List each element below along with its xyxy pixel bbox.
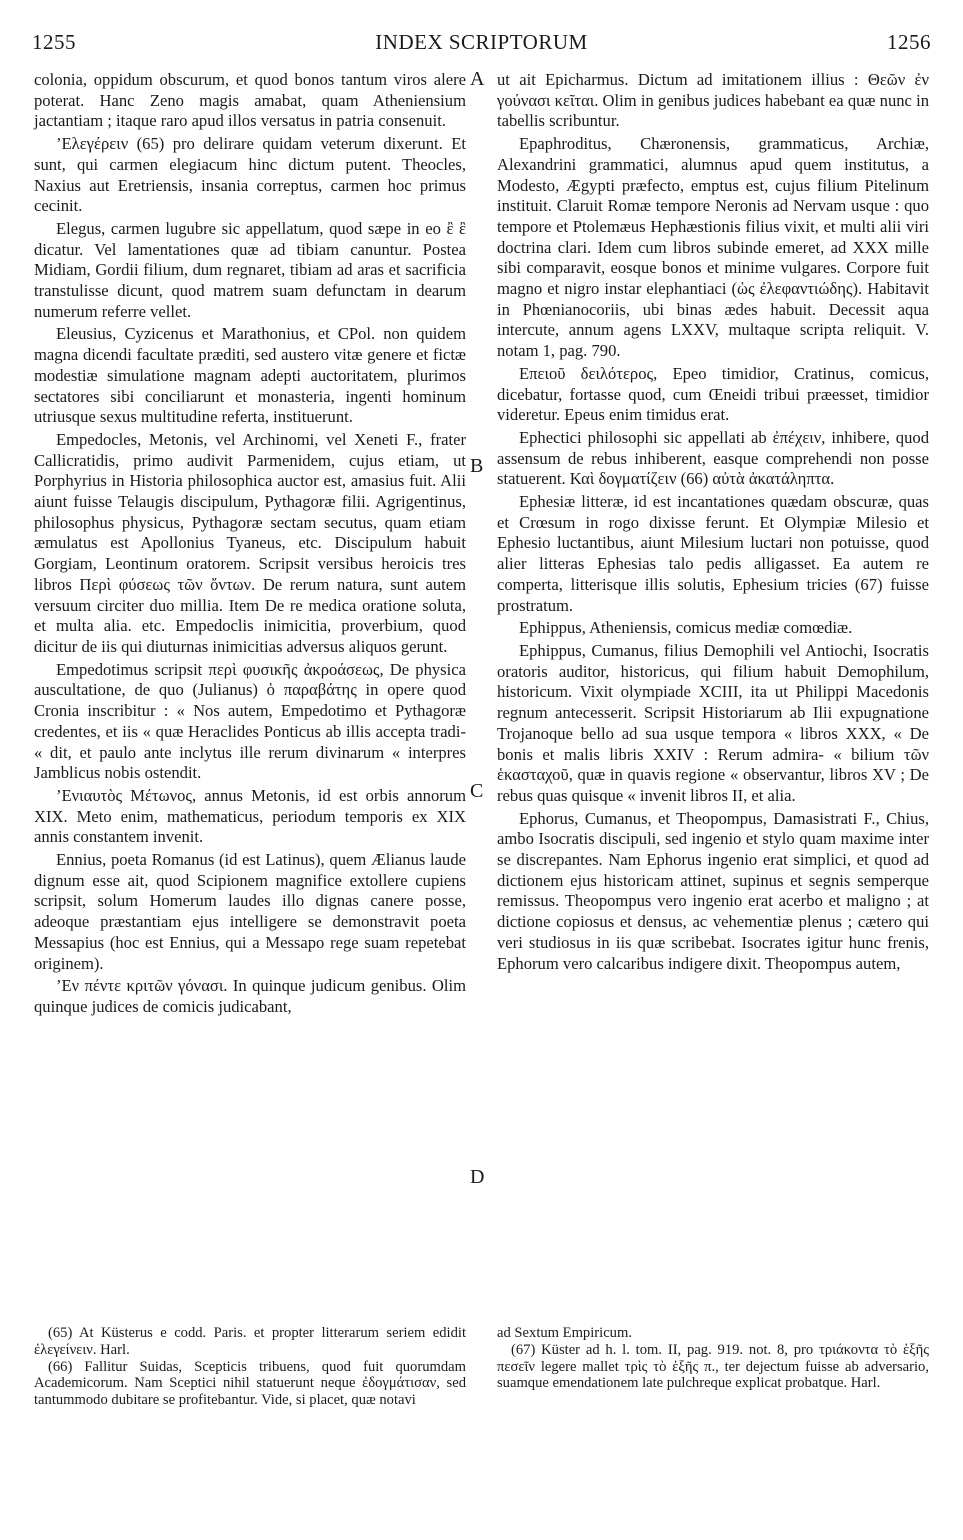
right-footnotes (497, 1325, 929, 1392)
paragraph: Elegus, carmen lugubre sic appellatum, quod sæpe in eo ἒ ἒ dicatur. Vel lamentationes quæ ad tibiam canuntur. Postea Midiam, Gordii filium, dum regnaret, tibiam ad aras et sacrificia transtulisse dicunt, quod matrem suam defunctam in dearum numerum referre vellet. (34, 218, 466, 321)
paragraph: Empedocles, Metonis, vel Archinomi, vel Xeneti F., frater Callicratidis, primo audivit Parmenidem, cujus etiam, ut Porphyrius in Historia philosophica auctor est, amasius fuit. Alii aiunt fuisse Telaugis discipulum, Pythagoræ filii. Agrigentinus, philosophus physicus, Pythagoræ sectam secutus, quam etiam æmulatus est Apollonius Tyaneus, etc. Discipulum habuit Gorgiam, Leontinum oratorem. Scripsit versibus heroicis tres libros Περὶ φύσεως τῶν ὄντων. De rerum natura, sunt autem versuum circiter duo millia. Item De re medica oratione soluta, et multa alia. etc. Empedoclis inimicitia, proverbium, quod dicitur de iis qui diuturnas inimicitias adversus aliquos gerunt. (34, 429, 466, 656)
margin-marker-c: C (470, 780, 484, 802)
left-footnotes (34, 1325, 466, 1409)
page-header (32, 30, 931, 66)
footnote: (65) At Küsterus e codd. Paris. et propter litterarum seriem edidit ἐλεγείνειν. Harl. (34, 1325, 466, 1358)
paragraph: Epaphroditus, Chæronensis, grammaticus, Archiæ, Alexandrini grammatici, alumnus apud quem institutus, a Modesto, Ægypti præfecto, emptus est, cujus filium Pitelinum instituit. Claruit Romæ tempore Neronis ad Nervam usque : quo tempore et Ptolemæus Hephæstionis filius vixit, et multi alii viri doctrina clari. Idem cum libros subinde emeret, ad XXX mille sibi comparavit, eosque bonos et minime vulgares. Corpore fuit magno et nigro instar elephantiaci (ὡς ἐλεφαντιώδης). Habitavit in Phœnianocoriis, ubi binas ædes habuit. Decessit aqua intercute, annum agens LXXV, multaque scripta reliquit. V. notam 1, pag. 790. (497, 134, 929, 361)
paragraph: Ennius, poeta Romanus (id est Latinus), quem Ælianus laude dignum esse ait, quod Scipionem magnifice extollere cupiens scripsit, solum Homerum laudes illo dignas canere posse, adeoque præstantiam ejus intelligere se demonstravit poeta Messapius (hoc est Ennius, qui a Messapo rege suam repetebat originem). (34, 850, 466, 973)
paragraph: ’Εν πέντε κριτῶν γόνασι. In quinque judicum genibus. Olim quinque judices de comicis judicabant, (34, 976, 466, 1016)
page-number-right: 1256 (887, 30, 931, 54)
footnote: ad Sextum Empiricum. (497, 1325, 632, 1341)
footnote: (66) Fallitur Suidas, Scepticis tribuens, quod fuit quorumdam Academicorum. Nam Sceptici nihil statuerunt neque ἐδογμάτισαν, sed tantummodo dubitare se profitebantur. Vide, si placet, quæ notavi (34, 1358, 466, 1409)
paragraph: Ephorus, Cumanus, et Theopompus, Damasistrati F., Chius, ambo Isocratis discipuli, sed ingenio et stylo quam maxime inter se discrepantes. Nam Ephorus ingenio erat simplici, et quod ad dictionem ejus historicam attinet, supinus et segnis semperque remissus. Theopompus vero ingenio erat acerbo et maligno ; at dictione copiosus et densus, ac vehementiæ plenus ; cætero qui veri studiosus in iis quæ scribebat. Isocrates igitur hunc frenis, Ephorum vero calcaribus indigere dixit. Theopompus autem, (497, 808, 929, 973)
margin-marker-d: D (470, 1166, 485, 1188)
paragraph: Ephesiæ litteræ, id est incantationes quædam obscuræ, quas et Crœsum in rogo dixisse ferunt. Et Olympiæ Milesio et Ephesio luctantibus, aiunt Milesium luctari non potuisse, quod alier litteras Ephesias talo pedis alligasset. Ea autem re comperta, litterisque illis solutis, Ephesium tricies (67) fuisse prostratum. (497, 492, 929, 615)
paragraph: Empedotimus scripsit περὶ φυσικῆς ἀκροάσεως, De physica auscultatione, de quo (Julianus) ὁ παραβάτης in opere quod Cronia inscribitur : « Nos autem, Empedotimo et Pythagoræ credentes, et iis « quæ Heraclides Ponticus ab illis accepta tradi- « dit, et paulo ante inclytus ille rerum divinarum « interpres Jamblicus nobis ostendit. (34, 659, 466, 783)
paragraph: Ephectici philosophi sic appellati ab ἐπέχειν, inhibere, quod assensum de rebus inhiberent, easque comprehendi non posse statuerent. Καὶ δογματίζειν (66) αὐτὰ ἀκατάληπτα. (497, 427, 929, 489)
paragraph: colonia, oppidum obscurum, et quod bonos tantum viros alere poterat. Hanc Zeno magis amabat, quam Atheniensium jactantiam ; itaque raro apud illos versatus in patria consenuit. (34, 70, 466, 131)
paragraph: Eleusius, Cyzicenus et Marathonius, et CPol. non quidem magna dicendi facultate præditi, sed austero vitæ genere et fictæ modestiæ simulatione magnam adepti auctoritatem, plurimos sectatores sibi conciliarunt et monasteria, ingenti hominum utriusque sexus multitudine referta, instituerunt. (34, 324, 466, 427)
paragraph: ut ait Epicharmus. Dictum ad imitationem illius : Θεῶν ἐν γούνασι κεῖται. Olim in genibus judices habebant ea quæ nunc in tabellis scribuntur. (497, 70, 929, 131)
paragraph: Ephippus, Cumanus, filius Demophili vel Antiochi, Isocratis oratoris auditor, historicus, qui filium habuit Demophilum, historicum. Vixit olympiade XCIII, ita ut Philippi Macedonis regnum antecesserit. Scripsit Historiarum ab Ilii expugnatione Trojanoque bello ad sua usque tempora « libros XXX, « De bonis et malis libris XXIV : Rerum admira- « bilium τῶν ἑκασταχοῦ, quæ in quavis regione « observantur, libros XV ; De rebus quas quisque « invenit libros II, et alia. (497, 640, 929, 805)
paragraph: Επειοῦ δειλότερος, Epeo timidior, Cratinus, comicus, dicebatur, fortasse quod, cum Œneidi tribui præesset, timidior videretur. Epeus enim timidus erat. (497, 363, 929, 425)
paragraph: ’Ελεγέρειν (65) pro delirare quidam veterum dixerunt. Et sunt, qui carmen elegiacum hinc dictum putent. Theocles, Naxius aut Eretriensis, insania correptus, carmen hoc primus cecinit. (34, 134, 466, 216)
left-column (34, 70, 466, 1018)
footnote: (67) Küster ad h. l. tom. II, pag. 919. not. 8, pro τριάκοντα τὸ ἑξῆς πεσεῖν legere mallet τρὶς τὸ ἑξῆς π., ter dejectum fuisse ab adversario, suamque emendationem late pulchreque explicat probatque. Harl. (497, 1341, 929, 1392)
paragraph: ’Ενιαυτὸς Μέτωνος, annus Metonis, id est orbis annorum XIX. Meto enim, mathematicus, periodum temporis ex XIX annis constantem invenit. (34, 785, 466, 847)
page-number-left: 1255 (32, 30, 76, 54)
margin-marker-b: B (470, 455, 484, 477)
right-column (497, 70, 929, 974)
margin-marker-a: A (470, 68, 485, 90)
paragraph: Ephippus, Atheniensis, comicus mediæ comœdiæ. (519, 618, 853, 638)
running-title: INDEX SCRIPTORUM (375, 30, 588, 54)
